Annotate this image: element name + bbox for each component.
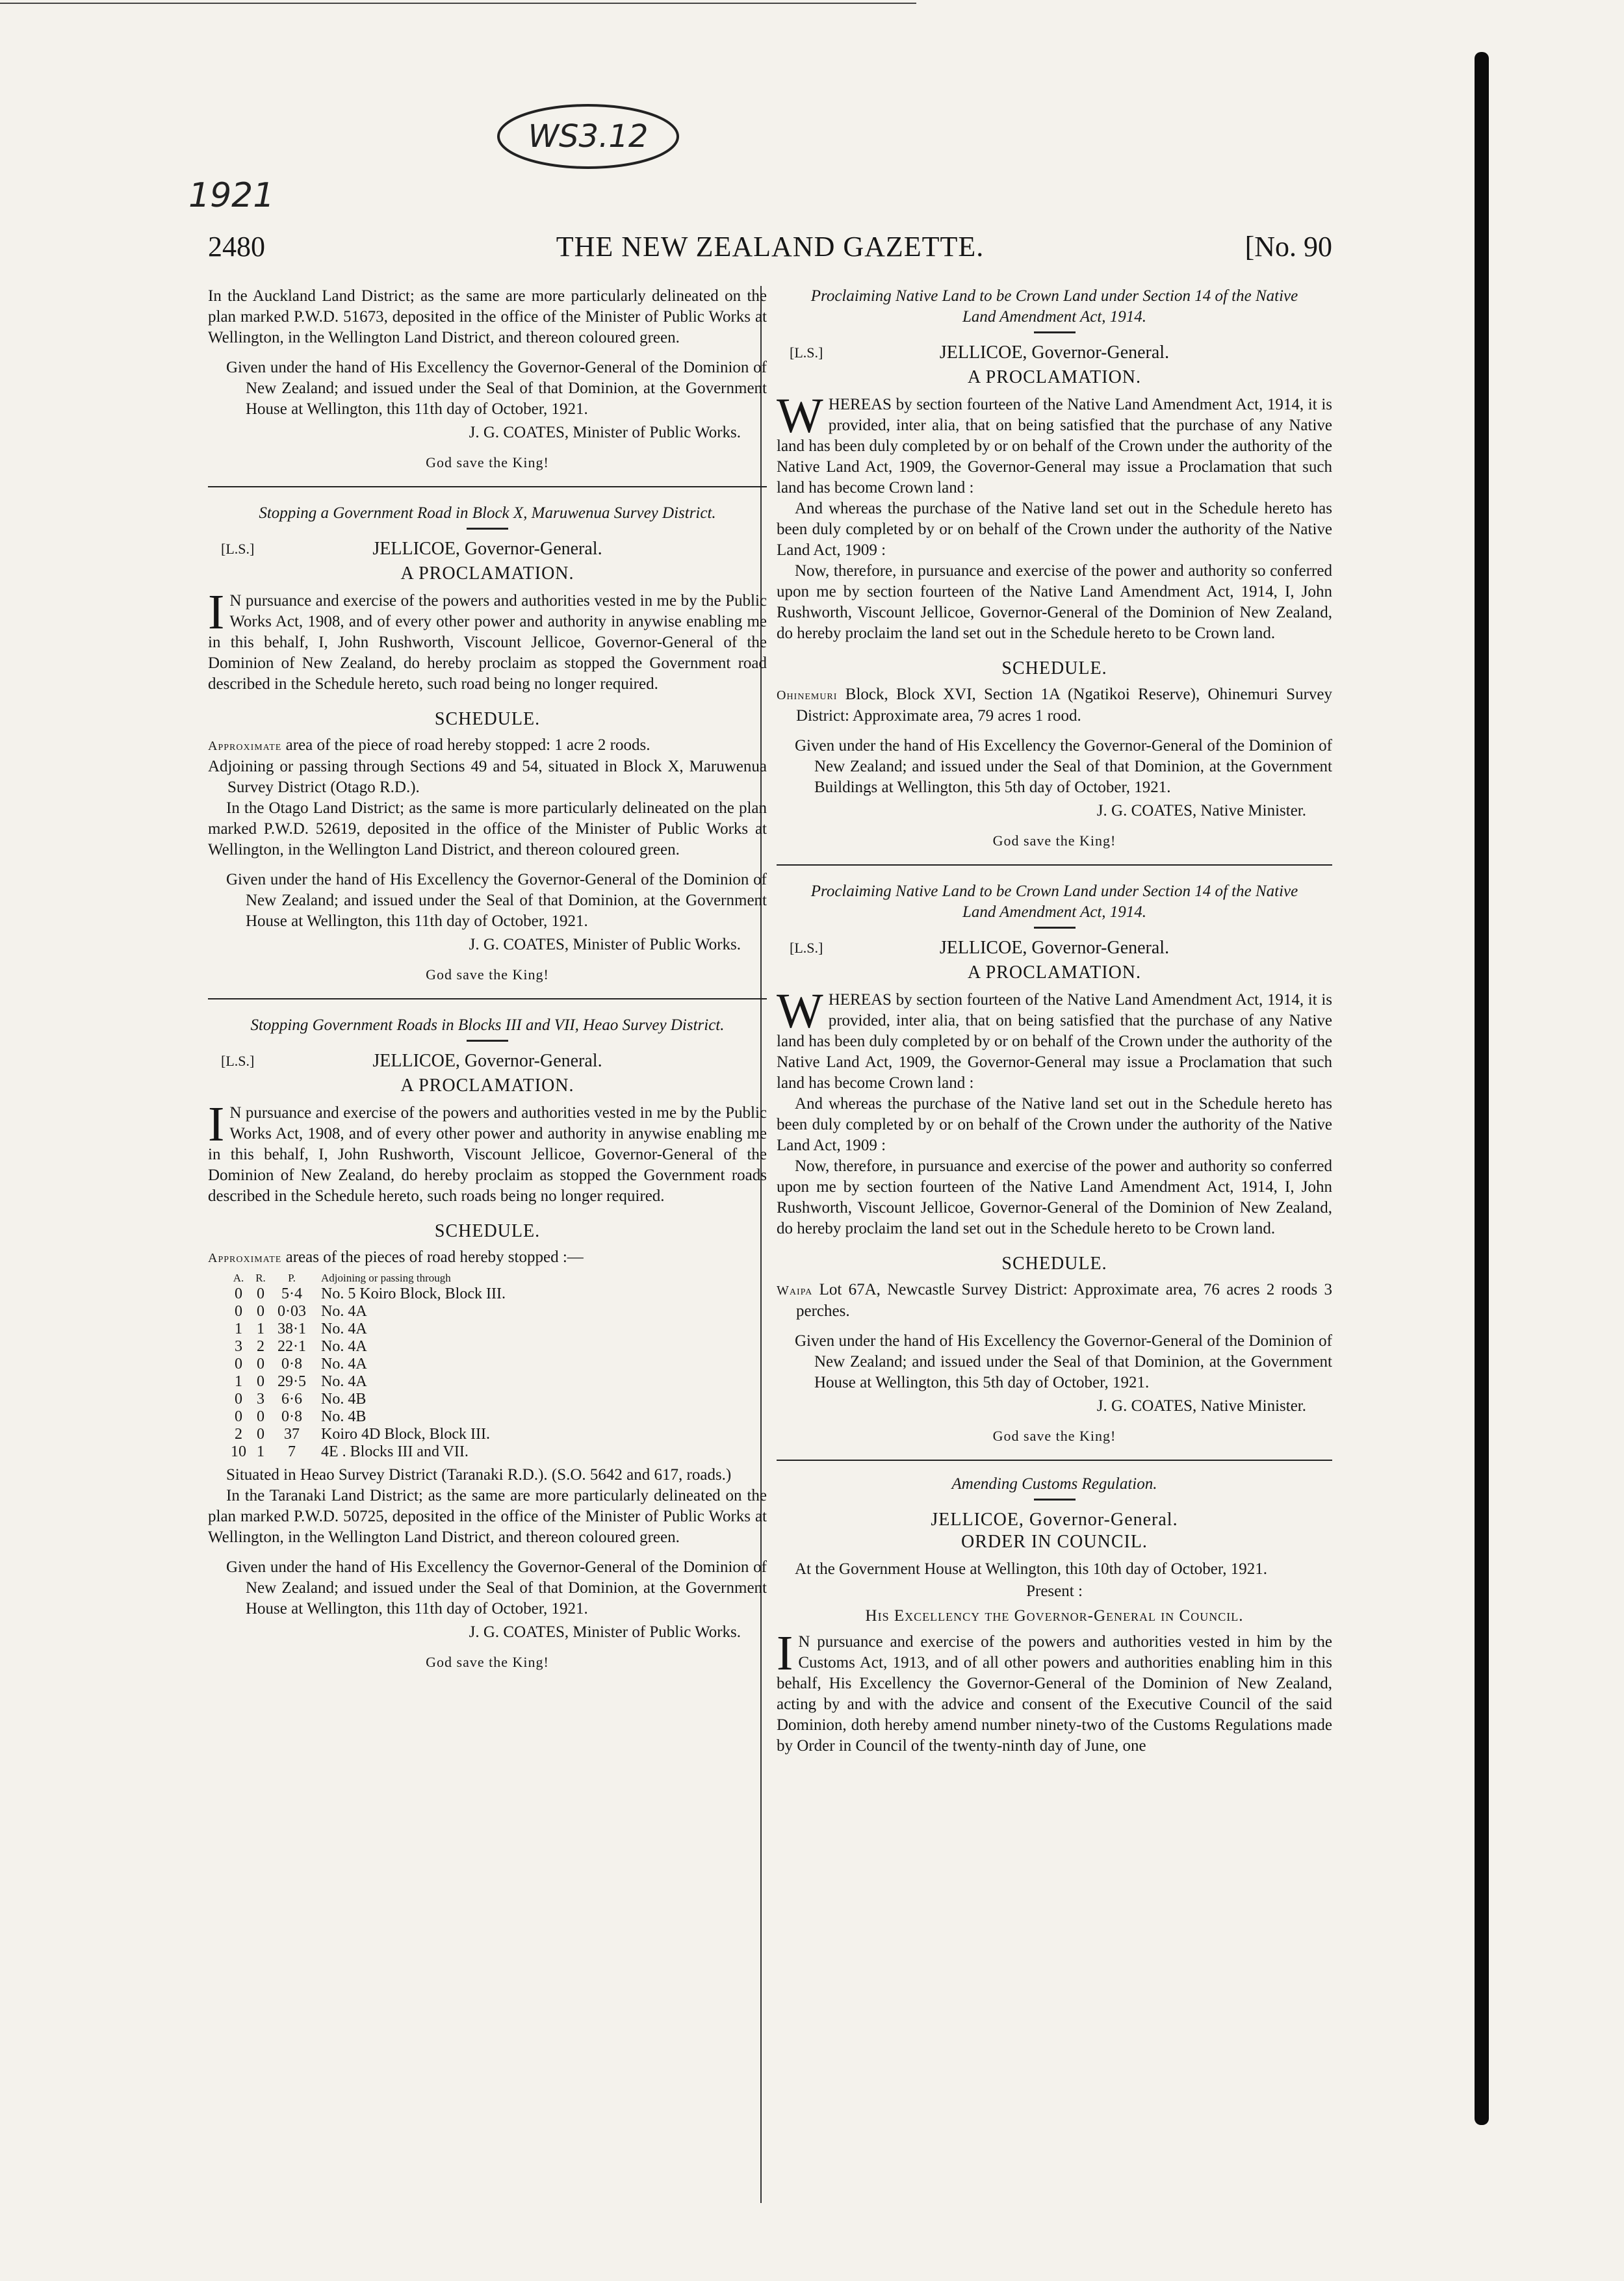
block-text: Block, Block XVI, Section 1A (Ngatikoi Reserve), Ohinemuri Survey District: Approximate area, 79 acres 1 rood. <box>796 686 1333 725</box>
notice-title-waipa: Proclaiming Native Land to be Crown Land under Section 14 of the Native Land Amendment Act, 1914. <box>810 883 1298 921</box>
area-label: Approximate <box>208 739 282 753</box>
table-row <box>227 1338 591 1356</box>
whereas-paragraph: And whereas the purchase of the Native land set out in the Schedule hereto has been duly completed by or on behalf of the Crown under the authority of the Native Land Act, 1909 : <box>777 1095 1332 1154</box>
archive-stamp <box>494 97 682 175</box>
whereas-paragraph: And whereas the purchase of the Native land set out in the Schedule hereto has been duly completed by or on behalf of the Crown under the authority of the Native Land Act, 1909 : <box>777 500 1332 559</box>
cell-description: No. 4A <box>321 1321 367 1337</box>
cell-description: 4E . Blocks III and VII. <box>321 1443 469 1460</box>
notice-title-customs: Amending Customs Regulation. <box>951 1475 1157 1493</box>
district-paragraph: In the Taranaki Land District; as the same are more particularly delineated on the plan marked P.W.D. 50725, deposited in the office of the Minister of Public Works at Wellington, in the Wellington Land District, and thereon coloured green. <box>208 1487 767 1546</box>
cell-description: No. 4B <box>321 1408 367 1425</box>
short-rule <box>467 1040 508 1042</box>
cell-perches: 29·5 <box>277 1373 306 1390</box>
col-description: Adjoining or passing through <box>321 1272 451 1284</box>
cell-description: No. 4A <box>321 1356 367 1372</box>
section-separator <box>208 486 767 487</box>
cell-perches: 6·6 <box>281 1391 302 1408</box>
governor-general: JELLICOE, Governor-General. <box>931 1510 1178 1530</box>
proclamation-text: N pursuance and exercise of the powers and authorities vested in me by the Public Works Act, 1908, and of every other power and authority in anywise enabling me in this behalf, I, John Rushworth, Viscount Jellicoe, Governor-General of the Dominion of New Zealand, do hereby proclaim as stopped the Government roads described in the Schedule hereto, such roads being no longer required. <box>208 1104 767 1205</box>
given-under-hand-1: Given under the hand of His Excellency the Governor-General of the Dominion of New Zealand; and issued under the Seal of that Dominion, at the Government House at Wellington, this 11th day of October, 1921. <box>226 359 767 418</box>
seal-mark: [L.S.] <box>221 541 255 557</box>
col-acres: A. <box>233 1272 244 1284</box>
cell-acres: 10 <box>231 1443 246 1460</box>
cell-roods: 0 <box>257 1408 264 1425</box>
governor-general: JELLICOE, Governor-General. <box>939 938 1170 958</box>
cell-roods: 0 <box>257 1373 264 1390</box>
top-edge-rule <box>0 3 916 4</box>
signature-5: J. G. COATES, Native Minister. <box>1096 1397 1306 1415</box>
short-rule <box>467 528 508 530</box>
binding-shadow <box>1465 52 1498 2125</box>
god-save-the-king-5: God save the King! <box>992 1428 1116 1444</box>
governor-general: JELLICOE, Governor-General. <box>939 342 1170 363</box>
block-name: Ohinemuri <box>777 688 838 702</box>
seal-row <box>208 539 767 561</box>
at-government-house: At the Government House at Wellington, this 10th day of October, 1921. <box>795 1560 1267 1578</box>
proclamation-heading: A PROCLAMATION. <box>400 1076 574 1096</box>
schedule-item <box>777 684 1332 727</box>
given-under-hand-3: Given under the hand of His Excellency the Governor-General of the Dominion of New Zealand; and issued under the Seal of that Dominion, at the Government House at Wellington, this 11th day of October, 1921. <box>226 1558 767 1617</box>
signature-1: J. G. COATES, Minister of Public Works. <box>469 424 741 441</box>
right-column <box>777 286 1332 1757</box>
table-row <box>227 1303 591 1321</box>
cell-acres: 0 <box>235 1408 242 1425</box>
table-row <box>227 1426 591 1443</box>
table-row <box>227 1321 591 1338</box>
given-under-hand-2: Given under the hand of His Excellency the Governor-General of the Dominion of New Zealand; and issued under the Seal of that Dominion, at the Government House at Wellington, this 11th day of October, 1921. <box>226 871 767 930</box>
area-text: area of the piece of road hereby stopped: 1 acre 2 roods. <box>285 736 651 754</box>
areas-label: Approximate <box>208 1251 282 1265</box>
cell-acres: 1 <box>235 1321 242 1337</box>
cell-roods: 0 <box>257 1285 264 1302</box>
cell-roods: 0 <box>257 1356 264 1372</box>
stamp-text: WS3.12 <box>528 118 649 155</box>
cell-perches: 37 <box>284 1426 300 1443</box>
schedule-heading: SCHEDULE. <box>1001 658 1107 678</box>
table-row <box>227 1285 591 1303</box>
left-column <box>208 286 767 1679</box>
cell-description: No. 5 Koiro Block, Block III. <box>321 1285 506 1302</box>
lot-name: Waipa <box>777 1283 813 1298</box>
schedule-heading: SCHEDULE. <box>434 1221 541 1241</box>
table-body <box>227 1285 591 1461</box>
seal-row <box>777 938 1332 960</box>
god-save-the-king-2: God save the King! <box>426 966 549 983</box>
schedule-heading: SCHEDULE. <box>1001 1254 1107 1274</box>
drop-cap: I <box>208 585 225 639</box>
proclamation-body <box>208 585 767 695</box>
short-rule <box>1034 927 1076 929</box>
cell-acres: 3 <box>235 1338 242 1355</box>
cell-description: No. 4A <box>321 1303 367 1320</box>
proclamation-body <box>777 389 1332 498</box>
short-rule <box>1034 1499 1076 1501</box>
proclamation-text: N pursuance and exercise of the powers and authorities vested in me by the Public Works Act, 1908, and of every other power and authority in anywise enabling me in this behalf, I, John Rushworth, Viscount Jellicoe, Governor-General of the Dominion of New Zealand, do hereby proclaim as stopped the Government road described in the Schedule hereto, such road being no longer required. <box>208 592 767 693</box>
proclamation-text: HEREAS by section fourteen of the Native Land Amendment Act, 1914, it is provided, inter alia, that on being satisfied that the purchase of any Native land has been duly completed by or on behalf of the Crown under the authority of the Native Land Act, 1909, the Governor-General may issue a Proclamation that such land has become Crown land : <box>777 991 1332 1092</box>
cell-perches: 0·8 <box>281 1408 302 1425</box>
gazette-title: THE NEW ZEALAND GAZETTE. <box>556 231 985 263</box>
god-save-the-king-1: God save the King! <box>426 454 549 470</box>
now-therefore-paragraph: Now, therefore, in pursuance and exercise of the power and authority so conferred upon me by section fourteen of the Native Land Amendment Act, 1914, I, John Rushworth, Viscount Jellicoe, Governor-General of the Dominion of New Zealand, do hereby proclaim the land set out in the Schedule hereto to be Crown land. <box>777 562 1332 642</box>
situated-paragraph: Situated in Heao Survey District (Taranaki R.D.). (S.O. 5642 and 617, roads.) <box>226 1466 732 1484</box>
page-header <box>208 227 1332 266</box>
schedule-adjoining: Adjoining or passing through Sections 49 and 54, situated in Block X, Maruwenua Survey District (Otago R.D.). <box>208 758 767 796</box>
cell-roods: 0 <box>257 1303 264 1320</box>
governor-in-council: His Excellency the Governor-General in Council. <box>865 1607 1244 1625</box>
notice-title-maruwenua: Stopping a Government Road in Block X, Maruwenua Survey District. <box>259 504 716 522</box>
cell-roods: 0 <box>257 1426 264 1443</box>
table-row <box>227 1356 591 1373</box>
issue-number: [No. 90 <box>1244 231 1332 263</box>
order-in-council-heading: ORDER IN COUNCIL. <box>961 1532 1148 1552</box>
seal-row <box>777 342 1332 365</box>
seal-mark: [L.S.] <box>790 940 823 956</box>
cell-roods: 1 <box>257 1443 264 1460</box>
cell-perches: 38·1 <box>277 1321 306 1337</box>
cell-description: No. 4A <box>321 1373 367 1390</box>
drop-cap: W <box>777 389 823 443</box>
proclamation-body <box>777 984 1332 1094</box>
cell-acres: 0 <box>235 1391 242 1408</box>
notice-title-ohinemuri: Proclaiming Native Land to be Crown Land under Section 14 of the Native Land Amendment Act, 1914. <box>810 287 1298 326</box>
proclamation-text: HEREAS by section fourteen of the Native Land Amendment Act, 1914, it is provided, inter alia, that on being satisfied that the purchase of any Native land has been duly completed by or on behalf of the Crown under the authority of the Native Land Act, 1909, the Governor-General may issue a Proclamation that such land has become Crown land : <box>777 396 1332 496</box>
schedule-areas <box>208 1247 767 1269</box>
cell-description: No. 4A <box>321 1338 367 1355</box>
cell-acres: 0 <box>235 1285 242 1302</box>
cell-description: Koiro 4D Block, Block III. <box>321 1426 490 1443</box>
cell-roods: 3 <box>257 1391 264 1408</box>
cell-acres: 0 <box>235 1356 242 1372</box>
seal-mark: [L.S.] <box>790 344 823 361</box>
present-label: Present : <box>1026 1582 1083 1600</box>
road-areas-table <box>227 1271 591 1461</box>
given-under-hand-5: Given under the hand of His Excellency the Governor-General of the Dominion of New Zealand; and issued under the Seal of that Dominion, at the Government House at Wellington, this 5th day of October, 1921. <box>795 1332 1332 1391</box>
handwritten-year: 1921 <box>188 176 275 215</box>
notice-title-heao: Stopping Government Roads in Blocks III and VII, Heao Survey District. <box>250 1016 725 1034</box>
table-header-row <box>227 1271 591 1285</box>
signature-2: J. G. COATES, Minister of Public Works. <box>469 936 741 953</box>
col-roods: R. <box>255 1272 266 1284</box>
given-under-hand-4: Given under the hand of His Excellency the Governor-General of the Dominion of New Zealand; and issued under the Seal of that Dominion, at the Government Buildings at Wellington, this 5th day of October, 1921. <box>795 737 1332 796</box>
cell-acres: 2 <box>235 1426 242 1443</box>
proclamation-heading: A PROCLAMATION. <box>967 367 1142 387</box>
now-therefore-paragraph: Now, therefore, in pursuance and exercise of the power and authority so conferred upon me by section fourteen of the Native Land Amendment Act, 1914, I, John Rushworth, Viscount Jellicoe, Governor-General of the Dominion of New Zealand, do hereby proclaim the land set out in the Schedule hereto to be Crown land. <box>777 1157 1332 1237</box>
order-text: N pursuance and exercise of the powers and authorities vested in him by the Customs Act, 1913, and of all other powers and authorities enabling him in this behalf, His Excellency the Governor-General of the Dominion of New Zealand, acting by and with the advice and consent of the Executive Council of the said Dominion, doth hereby amend number ninety-two of the Customs Regulations made by Order in Council of the twenty-ninth day of June, one <box>777 1633 1332 1755</box>
schedule-area <box>208 735 767 756</box>
proclamation-heading: A PROCLAMATION. <box>400 563 574 584</box>
short-rule <box>1034 331 1076 333</box>
binding-shadow-bar <box>1475 52 1489 2125</box>
drop-cap: I <box>208 1097 225 1152</box>
intro-paragraph: In the Auckland Land District; as the same are more particularly delineated on the plan marked P.W.D. 51673, deposited in the office of the Minister of Public Works at Wellington, in the Wellington Land District, and thereon coloured green. <box>208 287 767 346</box>
page-number: 2480 <box>208 231 265 263</box>
table-row <box>227 1391 591 1408</box>
cell-description: No. 4B <box>321 1391 367 1408</box>
cell-perches: 7 <box>288 1443 296 1460</box>
schedule-heading: SCHEDULE. <box>434 709 541 729</box>
signature-3: J. G. COATES, Minister of Public Works. <box>469 1623 741 1641</box>
drop-cap: W <box>777 984 823 1038</box>
cell-acres: 0 <box>235 1303 242 1320</box>
schedule-item <box>777 1280 1332 1322</box>
cell-roods: 2 <box>257 1338 264 1355</box>
cell-perches: 5·4 <box>281 1285 302 1302</box>
areas-text: areas of the pieces of road hereby stopped :— <box>285 1248 584 1266</box>
proclamation-body <box>208 1097 767 1207</box>
seal-mark: [L.S.] <box>221 1053 255 1069</box>
district-paragraph: In the Otago Land District; as the same is more particularly delineated on the plan marked P.W.D. 52619, deposited in the office of the Minister of Public Works at Wellington, in the Wellington Land District, and thereon coloured green. <box>208 799 767 858</box>
table-row <box>227 1408 591 1426</box>
table-row <box>227 1443 591 1461</box>
cell-perches: 22·1 <box>277 1338 306 1355</box>
cell-perches: 0·03 <box>277 1303 306 1320</box>
section-separator <box>777 864 1332 866</box>
proclamation-heading: A PROCLAMATION. <box>967 962 1142 983</box>
governor-general: JELLICOE, Governor-General. <box>372 539 602 559</box>
col-perches: P. <box>288 1272 296 1284</box>
drop-cap: I <box>777 1626 793 1681</box>
section-separator <box>777 1460 1332 1461</box>
cell-acres: 1 <box>235 1373 242 1390</box>
cell-roods: 1 <box>257 1321 264 1337</box>
order-body <box>777 1626 1332 1757</box>
god-save-the-king-3: God save the King! <box>426 1654 549 1670</box>
cell-perches: 0·8 <box>281 1356 302 1372</box>
signature-4: J. G. COATES, Native Minister. <box>1096 802 1306 819</box>
god-save-the-king-4: God save the King! <box>992 832 1116 849</box>
seal-row <box>208 1051 767 1073</box>
lot-text: Lot 67A, Newcastle Survey District: Approximate area, 76 acres 2 roods 3 perches. <box>796 1281 1332 1320</box>
table-row <box>227 1373 591 1391</box>
governor-general: JELLICOE, Governor-General. <box>372 1051 602 1071</box>
section-separator <box>208 998 767 999</box>
